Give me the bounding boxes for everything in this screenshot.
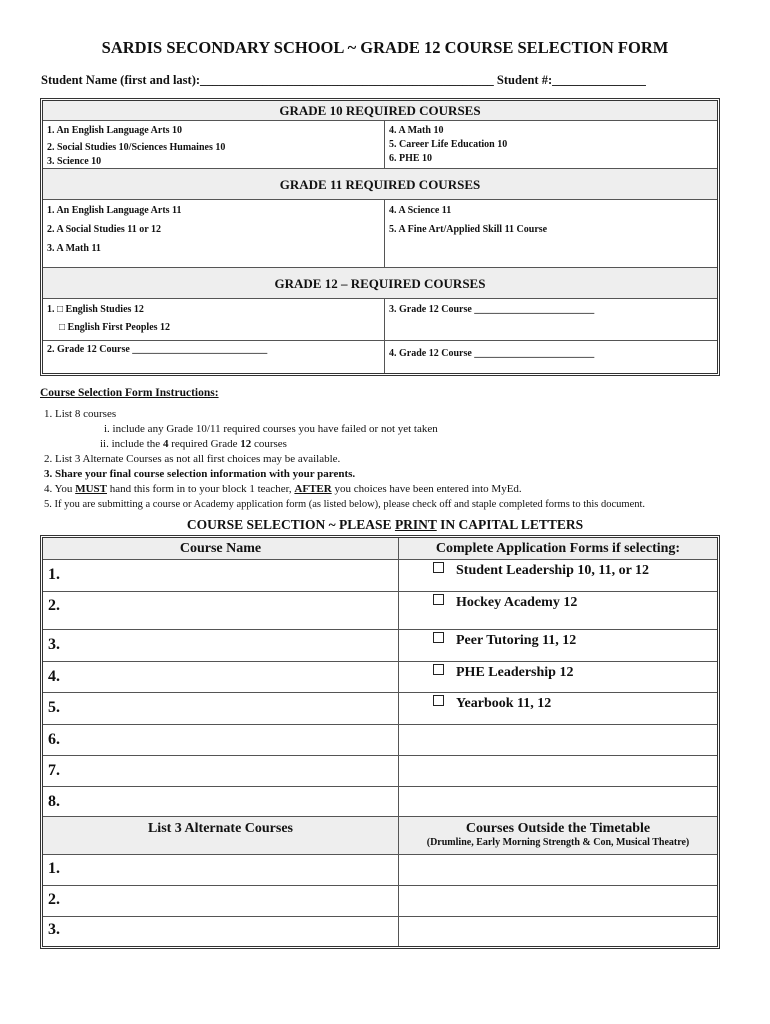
course-selection-table bbox=[40, 535, 720, 949]
checkbox-icon bbox=[433, 594, 444, 605]
grade12-row-2 bbox=[43, 341, 717, 373]
alternate-courses-header: List 3 Alternate Courses bbox=[43, 817, 399, 854]
alternate-row bbox=[43, 855, 717, 886]
empty-cell bbox=[399, 725, 717, 755]
alternate-course-cell[interactable]: 3. bbox=[43, 917, 399, 946]
empty-cell bbox=[399, 787, 717, 816]
grade12-english-option[interactable]: 1. □ English Studies 12 bbox=[47, 304, 144, 315]
grade12-english-option[interactable]: □ English First Peoples 12 bbox=[59, 322, 171, 333]
course-row bbox=[43, 560, 717, 592]
alternate-row bbox=[43, 917, 717, 946]
course-name-cell[interactable]: 4. bbox=[43, 662, 399, 692]
form-title: SARDIS SECONDARY SCHOOL ~ GRADE 12 COURSE SELECTION FORM bbox=[101, 38, 669, 57]
outside-timetable-cell[interactable] bbox=[399, 855, 717, 885]
application-form-cell bbox=[399, 693, 717, 724]
outside-timetable-header: Courses Outside the Timetable (Drumline, Early Morning Strength & Con, Musical Theatre) bbox=[399, 817, 717, 854]
empty-cell bbox=[399, 756, 717, 786]
course-name-cell[interactable]: 1. bbox=[43, 560, 399, 591]
application-checkbox[interactable]: Yearbook 11, 12 bbox=[433, 695, 551, 712]
course-name-header: Course Name bbox=[43, 538, 399, 559]
instruction-subitem: ii. include the 4 required Grade 12 courses bbox=[100, 438, 287, 450]
application-forms-header: Complete Application Forms if selecting: bbox=[399, 538, 717, 559]
required-courses-table bbox=[40, 98, 720, 376]
application-form-cell bbox=[399, 592, 717, 629]
application-form-cell bbox=[399, 560, 717, 591]
alternate-header-row bbox=[43, 817, 717, 855]
course-name-cell[interactable]: 5. bbox=[43, 693, 399, 724]
grade10-heading: GRADE 10 REQUIRED COURSES bbox=[43, 101, 717, 121]
course-name-cell[interactable]: 8. bbox=[43, 787, 399, 816]
grade11-row bbox=[43, 200, 717, 268]
grade12-heading: GRADE 12 – REQUIRED COURSES bbox=[43, 268, 717, 299]
course-selection-title: COURSE SELECTION ~ PLEASE PRINT IN CAPITAL LETTERS bbox=[186, 517, 584, 532]
checkbox-icon bbox=[433, 562, 444, 573]
grade11-course: 3. A Math 11 bbox=[47, 243, 101, 254]
application-form-cell bbox=[399, 662, 717, 692]
instruction-item: 4. You MUST hand this form in to your block 1 teacher, AFTER you choices have been entered into MyEd. bbox=[44, 483, 522, 495]
course-row bbox=[43, 693, 717, 725]
grade10-course: 5. Career Life Education 10 bbox=[389, 139, 508, 150]
grade11-heading: GRADE 11 REQUIRED COURSES bbox=[43, 169, 717, 200]
grade12-course-blank[interactable]: 3. Grade 12 Course ________________________ bbox=[389, 304, 595, 315]
course-name-cell[interactable]: 7. bbox=[43, 756, 399, 786]
grade10-course: 3. Science 10 bbox=[47, 156, 102, 167]
outside-timetable-note: (Drumline, Early Morning Strength & Con, Musical Theatre) bbox=[426, 837, 690, 848]
grade10-course: 2. Social Studies 10/Sciences Humaines 10 bbox=[47, 142, 226, 153]
selection-header-row bbox=[43, 538, 717, 560]
grade11-course: 5. A Fine Art/Applied Skill 11 Course bbox=[389, 224, 548, 235]
course-row bbox=[43, 787, 717, 817]
instructions-list bbox=[44, 407, 754, 512]
application-checkbox[interactable]: Peer Tutoring 11, 12 bbox=[433, 632, 576, 649]
student-name-and-number-line[interactable]: Student Name (first and last):_______________________________________________ Student #:_______________ bbox=[41, 73, 646, 87]
course-row bbox=[43, 662, 717, 693]
course-row bbox=[43, 756, 717, 787]
application-form-cell bbox=[399, 630, 717, 661]
instructions-heading: Course Selection Form Instructions: bbox=[40, 387, 219, 399]
grade12-course-blank[interactable]: 4. Grade 12 Course ________________________ bbox=[389, 348, 595, 359]
grade12-course-blank[interactable]: 2. Grade 12 Course ___________________________ bbox=[47, 344, 268, 355]
alternate-course-cell[interactable]: 2. bbox=[43, 886, 399, 916]
application-checkbox[interactable]: Hockey Academy 12 bbox=[433, 594, 577, 611]
instruction-subitem: i. include any Grade 10/11 required courses you have failed or not yet taken bbox=[104, 423, 438, 435]
grade10-row bbox=[43, 121, 717, 169]
course-name-cell[interactable]: 2. bbox=[43, 592, 399, 629]
checkbox-icon bbox=[433, 695, 444, 706]
course-row bbox=[43, 725, 717, 756]
checkbox-icon bbox=[433, 632, 444, 643]
instruction-item: 5. If you are submitting a course or Academy application form (as listed below), please check off and staple completed forms to this document. bbox=[44, 499, 646, 510]
instruction-item: 1. List 8 courses bbox=[44, 408, 117, 420]
outside-timetable-cell[interactable] bbox=[399, 917, 717, 946]
instruction-item: 3. Share your final course selection information with your parents. bbox=[44, 468, 356, 480]
alternate-course-cell[interactable]: 1. bbox=[43, 855, 399, 885]
grade10-course: 6. PHE 10 bbox=[389, 153, 433, 164]
grade11-course: 1. An English Language Arts 11 bbox=[47, 205, 182, 216]
course-name-cell[interactable]: 6. bbox=[43, 725, 399, 755]
grade11-course: 2. A Social Studies 11 or 12 bbox=[47, 224, 162, 235]
course-row bbox=[43, 630, 717, 662]
application-checkbox[interactable]: Student Leadership 10, 11, or 12 bbox=[433, 562, 649, 579]
course-row bbox=[43, 592, 717, 630]
checkbox-icon bbox=[433, 664, 444, 675]
grade12-row-1 bbox=[43, 299, 717, 341]
course-name-cell[interactable]: 3. bbox=[43, 630, 399, 661]
instruction-item: 2. List 3 Alternate Courses as not all first choices may be available. bbox=[44, 453, 341, 465]
application-checkbox[interactable]: PHE Leadership 12 bbox=[433, 664, 573, 681]
alternate-row bbox=[43, 886, 717, 917]
grade10-course: 1. An English Language Arts 10 bbox=[47, 125, 183, 136]
grade10-course: 4. A Math 10 bbox=[389, 125, 444, 136]
outside-timetable-cell[interactable] bbox=[399, 886, 717, 916]
grade11-course: 4. A Science 11 bbox=[389, 205, 452, 216]
